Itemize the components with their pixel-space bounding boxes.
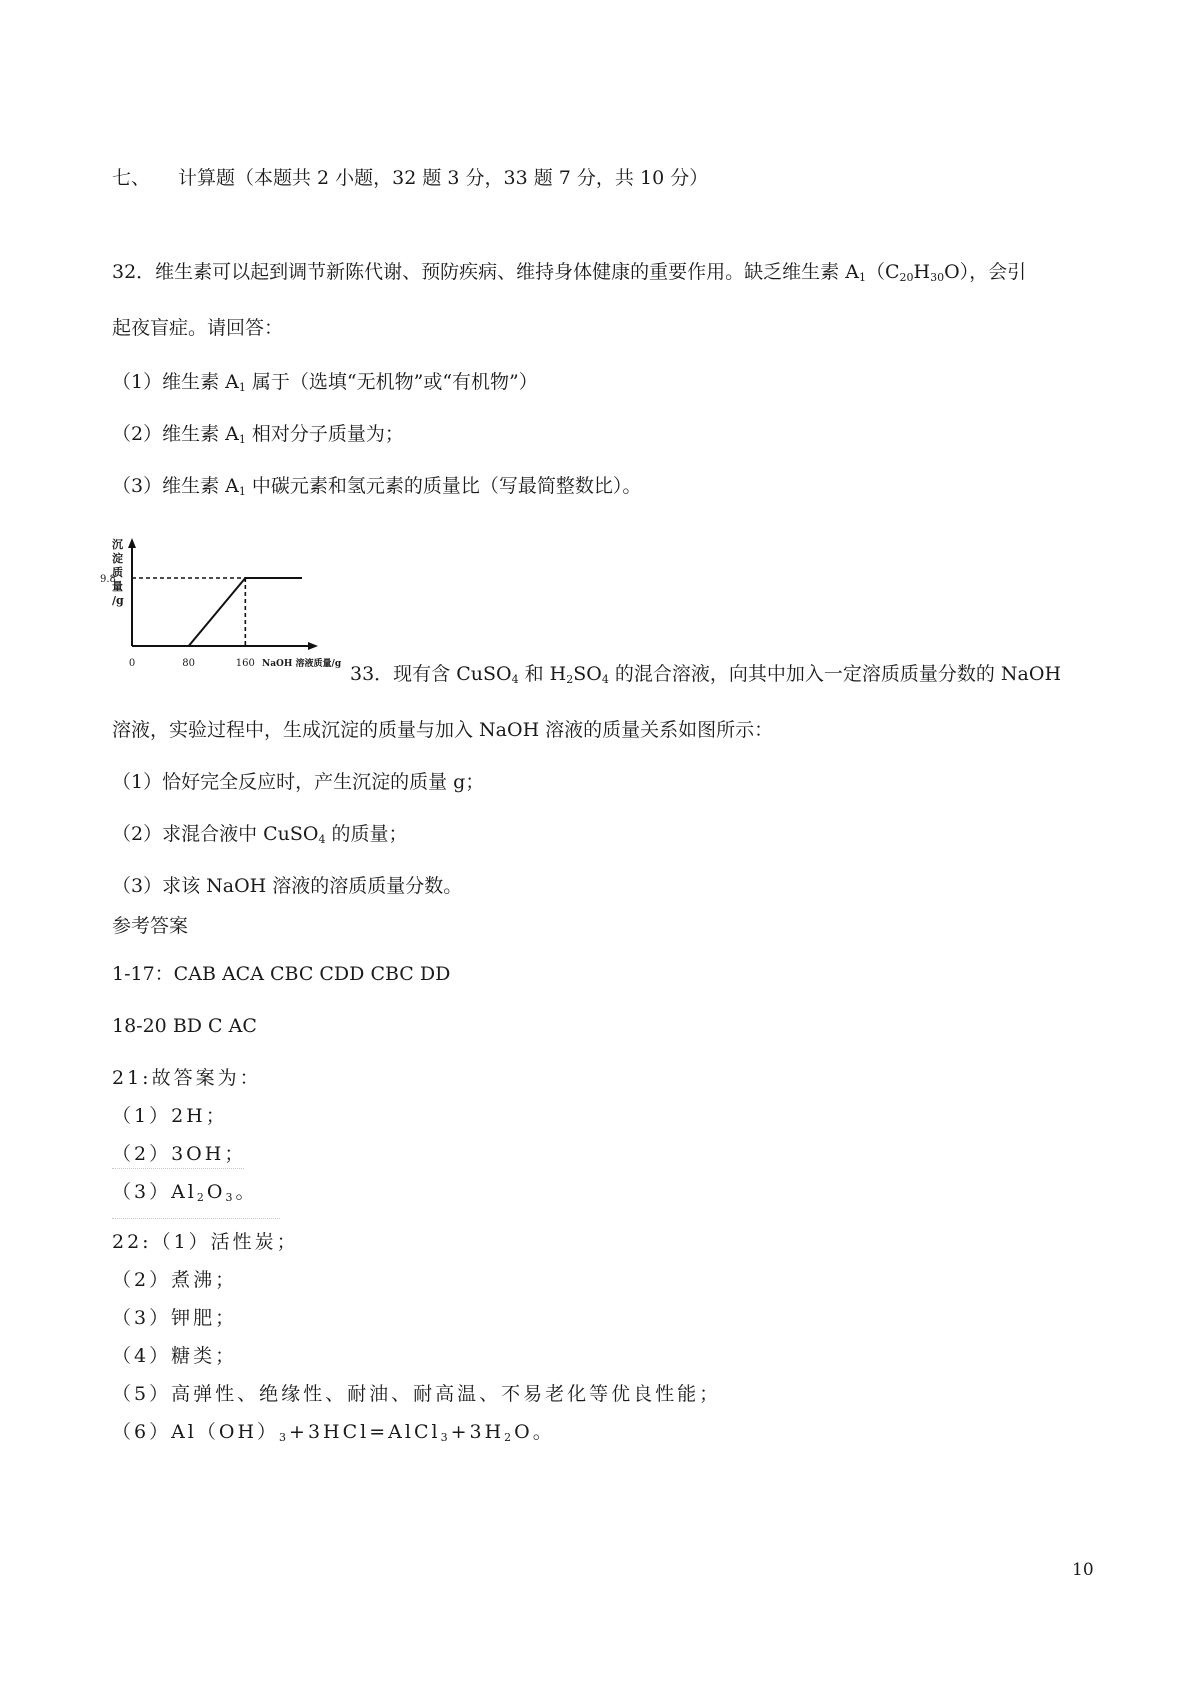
y-axis-label-char: 淀 [112, 552, 123, 565]
q33-part-3: （3）求该 NaOH 溶液的溶质质量分数。 [112, 875, 463, 897]
dotted-separator [112, 1218, 280, 1219]
y-axis-label-unit: /g [112, 594, 124, 607]
x-axis-arrow [308, 642, 318, 650]
q33-part-2: （2）求混合液中 CuSO$_4$ 的质量； [112, 823, 408, 846]
x-tick-label: 160 [235, 658, 255, 669]
answer-22-item-6: $(6)Al(OH)_3+3HCl=AlCl_3+3H_2O$。 [112, 1421, 555, 1444]
answer-22-item-4: （4）糖类； [112, 1345, 238, 1367]
y-axis-label-char: 沉 [112, 538, 123, 551]
answer-22-item-3: （3）钾肥； [112, 1307, 238, 1329]
q32-intro-line1: 32．维生素可以起到调节新陈代谢、预防疾病、维持身体健康的重要作用。缺乏维生素 $A_1(C_{20}H_{30}O)$，会引 [112, 261, 1027, 284]
answer-21-item-2: （2）3OH； [112, 1143, 247, 1165]
x-tick-label: 80 [182, 658, 196, 669]
answers-heading: 参考答案 [112, 915, 189, 937]
q33-intro-line2: 溶液，实验过程中，生成沉淀的质量与加入 NaOH 溶液的质量关系如图所示： [112, 719, 774, 741]
answer-22-heading: 22:（1）活性炭； [112, 1231, 299, 1253]
answer-22-item-5: （5）高弹性、绝缘性、耐油、耐高温、不易老化等优良性能； [112, 1383, 722, 1405]
q32-part-1: （1）维生素 $A_1$ 属于（选填“无机物”或“有机物”） [112, 371, 538, 394]
y-axis-label-char: 质 [112, 566, 123, 579]
answer-21-item-1: （1）2H； [112, 1105, 228, 1127]
dotted-separator [112, 1168, 244, 1169]
q33-part-1: （1）恰好完全反应时，产生沉淀的质量 g； [112, 771, 485, 793]
x-axis-label: NaOH 溶液质量/g [262, 659, 342, 669]
answer-21-item-3: $(3)Al_2O_3$。 [112, 1181, 258, 1204]
answers-1-17: 1-17：CAB ACA CBC CDD CBC DD [112, 963, 451, 985]
answer-21-heading: 21:故答案为： [112, 1067, 262, 1089]
y-axis-label-char: 量 [112, 580, 123, 593]
precipitate-mass-chart [100, 538, 382, 688]
y-tick-label: 9.8 [100, 574, 116, 585]
answers-18-20: 18-20 BD C AC [112, 1015, 257, 1037]
page-number: 10 [1072, 1560, 1094, 1580]
x-tick-label: 0 [128, 658, 136, 669]
q32-intro-text: 32．维生素可以起到调节新陈代谢、预防疾病、维持身体健康的重要作用。缺乏维生素 A [112, 261, 859, 283]
y-axis-label [112, 537, 124, 607]
section-title: 计算题（本题共 2 小题，32 题 3 分，33 题 7 分，共 10 分） [178, 167, 709, 189]
y-axis-arrow [128, 538, 136, 548]
q33-intro-line1: 33．现有含 CuSO$_4$ 和 $H_2SO_4$ 的混合溶液，向其中加入一定溶质质量分数的 NaOH [350, 663, 1062, 686]
q32-intro-tail: ，会引 [969, 261, 1027, 283]
q32-formula: $(C_{20}H_{30}O)$ [865, 261, 970, 284]
q32-part-3: （3）维生素 $A_1$ 中碳元素和氢元素的质量比（写最简整数比）。 [112, 475, 642, 498]
section-heading [112, 166, 708, 190]
q32-part-2: （2）维生素 $A_1$ 相对分子质量为； [112, 423, 404, 446]
section-number: 七、 [112, 167, 151, 189]
answer-22-item-2: （2）煮沸； [112, 1269, 238, 1291]
q32-intro-line2: 起夜盲症。请回答： [112, 317, 284, 339]
